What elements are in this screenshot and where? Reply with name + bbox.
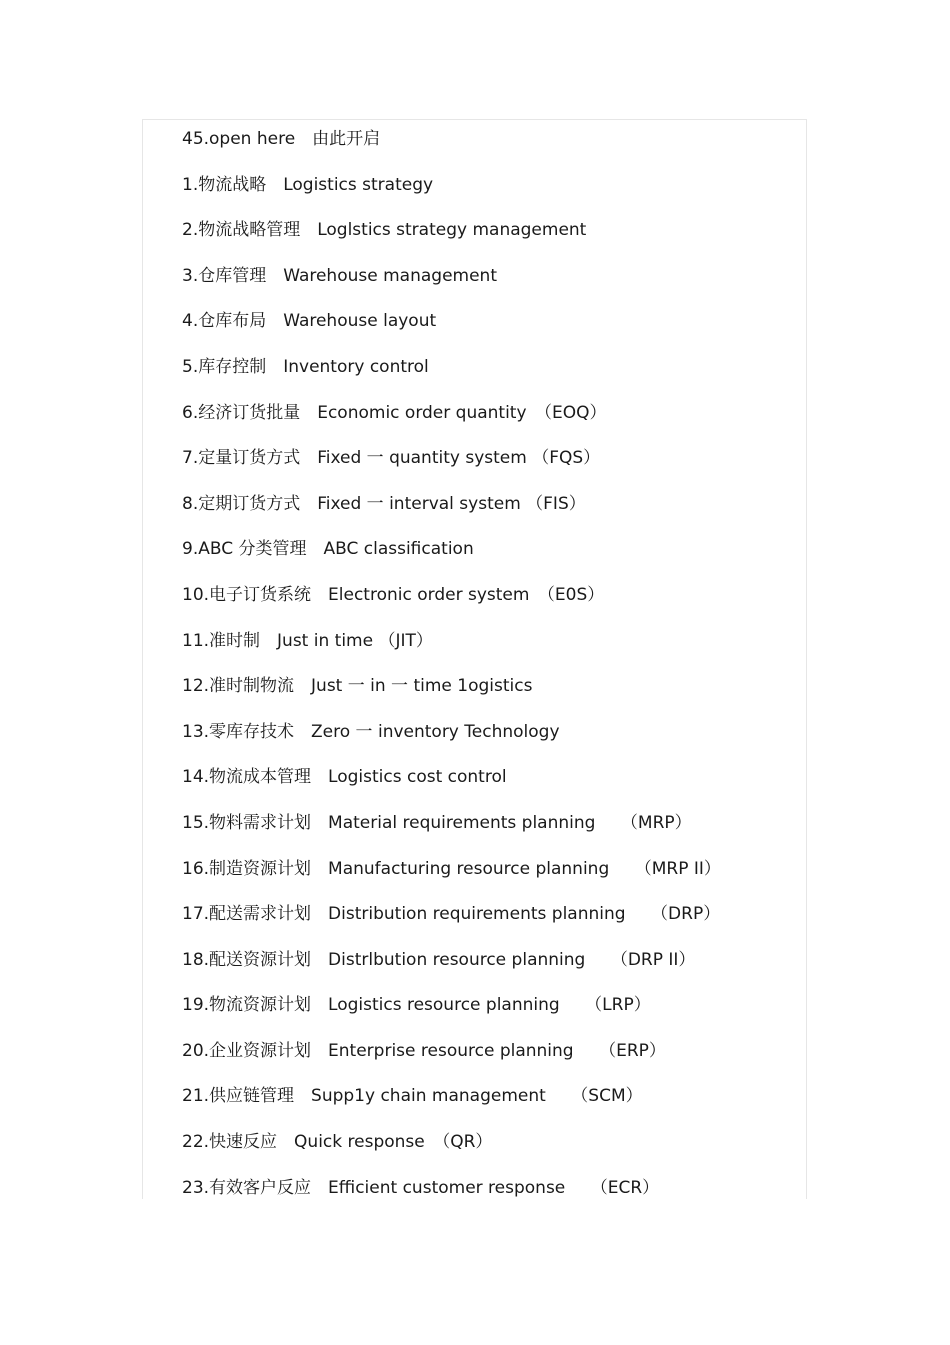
term-item: 3.仓库管理 Warehouse management: [182, 265, 497, 286]
term-item: 6.经济订货批量 Economic order quantity （EOQ）: [182, 402, 607, 423]
term-item: 14.物流成本管理 Logistics cost control: [182, 767, 507, 788]
term-item: 9.ABC 分类管理 ABC classification: [182, 539, 474, 560]
term-item: 20.企业资源计划 Enterprise resource planning （ERP）: [182, 1040, 666, 1061]
term-item: 19.物流资源计划 Logistics resource planning （LRP）: [182, 995, 651, 1016]
term-item: 8.定期订货方式 Fixed 一 interval system （FIS）: [182, 493, 586, 514]
term-item: 16.制造资源计划 Manufacturing resource planning （MRP II）: [182, 858, 721, 879]
term-item: 1.物流战略 Logistics strategy: [182, 174, 434, 195]
term-item: 21.供应链管理 Supp1y chain management （SCM）: [182, 1086, 643, 1107]
term-item: 18.配送资源计划 Distrlbution resource planning （DRP II）: [182, 949, 696, 970]
term-item: 13.零库存技术 Zero 一 inventory Technology: [182, 721, 560, 742]
term-item: 11.准时制 Just in time （JIT）: [182, 630, 433, 651]
term-item: 12.准时制物流 Just 一 in 一 time 1ogistics: [182, 676, 533, 697]
term-item: 7.定量订货方式 Fixed 一 quantity system （FQS）: [182, 448, 601, 469]
term-list: [182, 125, 721, 1219]
term-item: 15.物料需求计划 Material requirements planning （MRP）: [182, 812, 692, 833]
term-item: 2.物流战略管理 Loglstics strategy management: [182, 220, 587, 241]
term-item: 5.库存控制 Inventory control: [182, 356, 429, 377]
term-item: 45.open here 由此开启: [182, 129, 381, 149]
term-item: 4.仓库布局 Warehouse layout: [182, 311, 437, 332]
term-item: 22.快速反应 Quick response （QR）: [182, 1132, 493, 1153]
term-item: 17.配送需求计划 Distribution requirements planning （DRP）: [182, 904, 721, 925]
term-item: 23.有效客户反应 Efficient customer response （ECR）: [182, 1177, 660, 1198]
term-item: 10.电子订货系统 Electronic order system （E0S）: [182, 584, 605, 605]
